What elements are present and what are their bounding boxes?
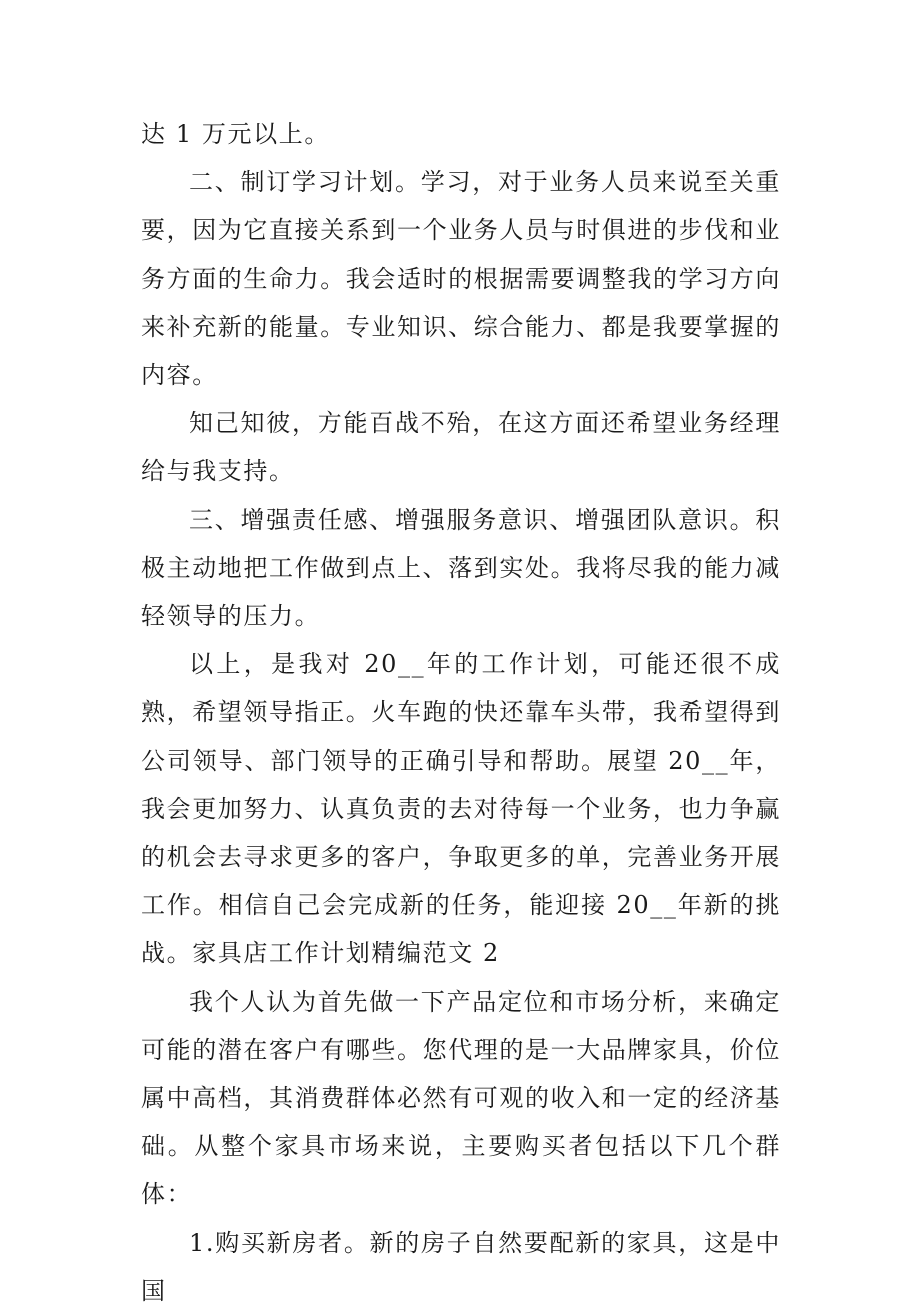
paragraph-summary: 以上，是我对 20__年的工作计划，可能还很不成熟，希望领导指正。火车跑的快还靠车头带，我希望得到公司领导、部门领导的正确引导和帮助。展望 20__年，我会更加努力、认真负责的去对待每一个业务，也力争赢的机会去寻求更多的客户，争取更多的单，完善业务开展工作。相信自己会完成新的任务，能迎接 20__年新的挑战。家具店工作计划精编范文 2 [141, 650, 781, 968]
document-body [141, 110, 781, 1315]
paragraph-market-analysis: 我个人认为首先做一下产品定位和市场分析，来确定可能的潜在客户有哪些。您代理的是一大品牌家具，价位属中高档，其消费群体必然有可观的收入和一定的经济基础。从整个家具市场来说，主要购买者包括以下几个群体： [141, 987, 781, 1209]
paragraph-continuation: 达 1 万元以上。 [141, 120, 330, 148]
paragraph-new-home-buyers: 1.购买新房者。新的房子自然要配新的家具，这是中国 [141, 1228, 781, 1305]
paragraph-study-plan: 二、制订学习计划。学习，对于业务人员来说至关重要，因为它直接关系到一个业务人员与时俱进的步伐和业务方面的生命力。我会适时的根据需要调整我的学习方向来补充新的能量。专业知识、综合能力、都是我要掌握的内容。 [141, 168, 781, 390]
paragraph-responsibility: 三、增强责任感、增强服务意识、增强团队意识。积极主动地把工作做到点上、落到实处。我将尽我的能力减轻领导的压力。 [141, 505, 781, 631]
paragraph-know-yourself: 知己知彼，方能百战不殆，在这方面还希望业务经理给与我支持。 [141, 409, 781, 486]
